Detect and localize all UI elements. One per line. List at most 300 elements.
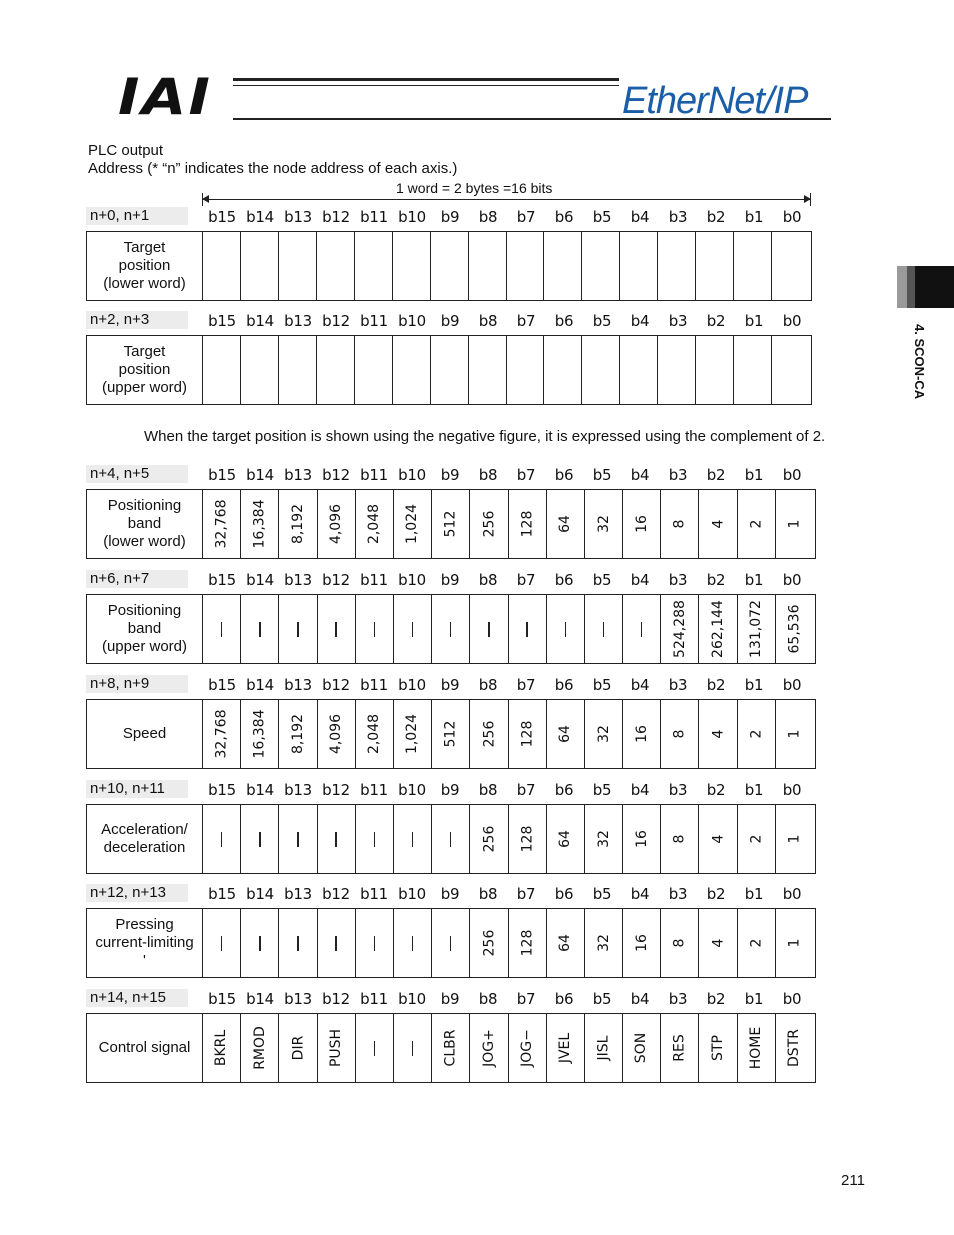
bit-cell bbox=[241, 805, 279, 873]
unused-bit-marker bbox=[259, 832, 261, 847]
bit-header-row bbox=[203, 676, 811, 694]
bit-label: b11 bbox=[360, 312, 388, 330]
register-name bbox=[87, 805, 203, 873]
bit-label: b5 bbox=[592, 312, 612, 330]
bit-label: b10 bbox=[398, 676, 426, 694]
bit-label: b15 bbox=[208, 208, 236, 226]
unused-bit-marker bbox=[603, 622, 605, 637]
bit-cell bbox=[623, 909, 661, 977]
bit-value: JVEL bbox=[557, 1032, 574, 1064]
unused-bit-marker bbox=[335, 622, 337, 637]
bit-cell bbox=[661, 490, 699, 558]
bit-label: b13 bbox=[284, 990, 312, 1008]
bit-label: b10 bbox=[398, 990, 426, 1008]
bit-value: 4 bbox=[710, 519, 727, 529]
bit-cell bbox=[620, 232, 658, 300]
bit-label: b15 bbox=[208, 312, 236, 330]
bit-cell bbox=[623, 700, 661, 768]
bit-label: b0 bbox=[782, 466, 802, 484]
bit-label: b13 bbox=[284, 885, 312, 903]
unused-bit-marker bbox=[259, 622, 261, 637]
bit-label: b13 bbox=[284, 781, 312, 799]
register-name bbox=[87, 595, 203, 663]
bit-label: b13 bbox=[284, 571, 312, 589]
bit-header-row bbox=[203, 312, 811, 330]
bit-cell bbox=[620, 336, 658, 404]
bit-cell bbox=[355, 336, 393, 404]
bit-cell bbox=[696, 336, 734, 404]
address-label: n+14, n+15 bbox=[86, 989, 188, 1007]
register-name-line: deceleration bbox=[103, 839, 186, 856]
bit-cell bbox=[432, 805, 470, 873]
bit-label: b8 bbox=[478, 676, 498, 694]
register-name-line: ' bbox=[143, 952, 146, 969]
unused-bit-marker bbox=[450, 832, 452, 847]
bit-label: b0 bbox=[782, 676, 802, 694]
bit-value: 8 bbox=[671, 519, 688, 529]
bit-value: 1 bbox=[786, 729, 803, 739]
bit-value: 131,072 bbox=[748, 600, 765, 658]
bit-cell bbox=[776, 1014, 813, 1082]
bit-label: b7 bbox=[516, 208, 536, 226]
bit-label: b6 bbox=[554, 466, 574, 484]
bit-cell bbox=[241, 336, 279, 404]
bit-cell bbox=[661, 595, 699, 663]
bit-label: b4 bbox=[630, 466, 650, 484]
bit-value: 32 bbox=[595, 830, 612, 848]
bit-cell bbox=[470, 490, 508, 558]
bit-value: DSTR bbox=[786, 1029, 803, 1067]
unused-bit-marker bbox=[374, 622, 376, 637]
bit-value: 32 bbox=[595, 515, 612, 533]
bit-cell bbox=[772, 336, 809, 404]
bit-cell bbox=[509, 595, 547, 663]
bit-value: 1 bbox=[786, 519, 803, 529]
bit-value: 4 bbox=[710, 938, 727, 948]
bit-cell bbox=[318, 700, 356, 768]
unused-bit-marker bbox=[488, 622, 490, 637]
word-span-arrow bbox=[203, 199, 810, 200]
bit-label: b9 bbox=[440, 676, 460, 694]
bit-cell bbox=[356, 1014, 394, 1082]
bit-cell bbox=[734, 336, 772, 404]
bit-label: b4 bbox=[630, 571, 650, 589]
bit-value: 16 bbox=[633, 830, 650, 848]
word-span-tick bbox=[202, 193, 203, 206]
bit-label: b6 bbox=[554, 885, 574, 903]
bit-label: b6 bbox=[554, 208, 574, 226]
bit-cell bbox=[509, 1014, 547, 1082]
bit-value: 1 bbox=[786, 834, 803, 844]
bit-label: b10 bbox=[398, 466, 426, 484]
bit-value: 2,048 bbox=[366, 713, 383, 755]
bit-cell bbox=[544, 336, 582, 404]
bit-cell bbox=[356, 909, 394, 977]
bit-label: b7 bbox=[516, 312, 536, 330]
bit-cell bbox=[432, 700, 470, 768]
bit-cell bbox=[585, 595, 623, 663]
bit-label: b1 bbox=[744, 571, 764, 589]
bit-label: b10 bbox=[398, 781, 426, 799]
bit-label: b14 bbox=[246, 990, 274, 1008]
unused-bit-marker bbox=[412, 1041, 414, 1056]
register-table bbox=[86, 335, 812, 405]
bit-label: b6 bbox=[554, 676, 574, 694]
bit-cell bbox=[661, 1014, 699, 1082]
register-name-line: (upper word) bbox=[101, 379, 188, 396]
bit-cell bbox=[318, 805, 356, 873]
bit-cell bbox=[203, 595, 241, 663]
bit-label: b8 bbox=[478, 885, 498, 903]
unused-bit-marker bbox=[297, 936, 299, 951]
bit-value: JOG+ bbox=[480, 1029, 497, 1067]
bit-label: b2 bbox=[706, 676, 726, 694]
unused-bit-marker bbox=[412, 832, 414, 847]
register-name bbox=[87, 336, 203, 404]
bit-value: HOME bbox=[748, 1026, 765, 1070]
unused-bit-marker bbox=[297, 622, 299, 637]
bit-value: SON bbox=[633, 1032, 650, 1064]
bit-value: 2 bbox=[748, 938, 765, 948]
unused-bit-marker bbox=[374, 1041, 376, 1056]
unused-bit-marker bbox=[221, 936, 223, 951]
bit-cell bbox=[279, 232, 317, 300]
bit-cell bbox=[509, 700, 547, 768]
bit-header-row bbox=[203, 571, 811, 589]
bit-value: 32,768 bbox=[213, 499, 230, 549]
address-label: n+10, n+11 bbox=[86, 780, 188, 798]
bit-cell bbox=[582, 232, 620, 300]
address-label: n+0, n+1 bbox=[86, 207, 188, 225]
bit-cell bbox=[544, 232, 582, 300]
register-table bbox=[86, 1013, 816, 1083]
bit-value: 4,096 bbox=[328, 713, 345, 755]
register-name-line: Acceleration/ bbox=[101, 821, 188, 838]
register-table bbox=[86, 699, 816, 769]
bit-cell bbox=[469, 232, 507, 300]
chapter-label: 4. SCON-CA bbox=[912, 324, 927, 400]
bit-label: b2 bbox=[706, 571, 726, 589]
bit-cell bbox=[776, 700, 813, 768]
bit-label: b11 bbox=[360, 781, 388, 799]
unused-bit-marker bbox=[221, 832, 223, 847]
bit-value: 4 bbox=[710, 729, 727, 739]
register-name-line: current-limiting bbox=[95, 934, 194, 951]
bit-cell bbox=[699, 700, 737, 768]
bit-cell bbox=[772, 232, 809, 300]
bit-label: b9 bbox=[440, 885, 460, 903]
bit-value: 128 bbox=[519, 929, 536, 957]
bit-value: 8 bbox=[671, 938, 688, 948]
bit-label: b2 bbox=[706, 466, 726, 484]
bit-label: b12 bbox=[322, 312, 350, 330]
bit-label: b10 bbox=[398, 571, 426, 589]
bit-cell bbox=[203, 700, 241, 768]
bit-label: b0 bbox=[782, 571, 802, 589]
bit-cell bbox=[696, 232, 734, 300]
bit-value: 256 bbox=[480, 929, 497, 957]
bit-label: b2 bbox=[706, 885, 726, 903]
bit-cell bbox=[509, 805, 547, 873]
bit-cell bbox=[203, 336, 241, 404]
bit-value: 128 bbox=[519, 510, 536, 538]
plc-output-heading: PLC output bbox=[88, 142, 164, 159]
register-name-line: (lower word) bbox=[103, 275, 186, 292]
bit-value: 8 bbox=[671, 729, 688, 739]
bit-label: b15 bbox=[208, 571, 236, 589]
bit-value: 2 bbox=[748, 729, 765, 739]
bit-label: b1 bbox=[744, 466, 764, 484]
bit-label: b12 bbox=[322, 466, 350, 484]
bit-label: b0 bbox=[782, 208, 802, 226]
bit-label: b5 bbox=[592, 885, 612, 903]
bit-cell bbox=[432, 909, 470, 977]
register-name-line: Pressing bbox=[115, 916, 174, 933]
bit-label: b11 bbox=[360, 676, 388, 694]
bit-label: b3 bbox=[668, 781, 688, 799]
bit-value: 64 bbox=[557, 830, 574, 848]
bit-value: 128 bbox=[519, 720, 536, 748]
bit-label: b10 bbox=[398, 885, 426, 903]
bit-cell bbox=[203, 1014, 241, 1082]
bit-cell bbox=[394, 490, 432, 558]
address-label: n+12, n+13 bbox=[86, 884, 188, 902]
bit-cell bbox=[547, 909, 585, 977]
bit-label: b5 bbox=[592, 208, 612, 226]
bit-label: b1 bbox=[744, 990, 764, 1008]
bit-value: JOG− bbox=[519, 1029, 536, 1067]
address-label: n+6, n+7 bbox=[86, 570, 188, 588]
bit-label: b11 bbox=[360, 571, 388, 589]
bit-label: b3 bbox=[668, 208, 688, 226]
register-name-line: Speed bbox=[122, 725, 167, 742]
bit-label: b14 bbox=[246, 312, 274, 330]
bit-value: 128 bbox=[519, 825, 536, 853]
bit-label: b3 bbox=[668, 466, 688, 484]
bit-cell bbox=[279, 1014, 317, 1082]
bit-label: b11 bbox=[360, 208, 388, 226]
bit-label: b7 bbox=[516, 885, 536, 903]
bit-cell bbox=[738, 805, 776, 873]
bit-cell bbox=[241, 595, 279, 663]
bit-value: 16 bbox=[633, 515, 650, 533]
bit-value: 8,192 bbox=[289, 713, 306, 755]
address-label: n+2, n+3 bbox=[86, 311, 188, 329]
register-name-line: band bbox=[127, 620, 162, 637]
bit-label: b11 bbox=[360, 466, 388, 484]
bit-cell bbox=[547, 805, 585, 873]
bit-label: b5 bbox=[592, 781, 612, 799]
bit-label: b9 bbox=[440, 466, 460, 484]
complement-note: When the target position is shown using the negative figure, it is expressed using the complement of 2. bbox=[144, 428, 826, 445]
bit-value: 64 bbox=[557, 934, 574, 952]
bit-label: b0 bbox=[782, 312, 802, 330]
bit-cell bbox=[203, 909, 241, 977]
bit-cell bbox=[470, 700, 508, 768]
bit-cell bbox=[661, 805, 699, 873]
bit-label: b3 bbox=[668, 676, 688, 694]
iai-logo: IAI bbox=[118, 68, 213, 126]
register-name-line: Control signal bbox=[98, 1039, 191, 1056]
bit-value: 1,024 bbox=[404, 713, 421, 755]
bit-value: 8,192 bbox=[289, 503, 306, 545]
bit-cell bbox=[279, 490, 317, 558]
address-note: Address (* “n” indicates the node address of each axis.) bbox=[88, 160, 458, 177]
bit-value: 262,144 bbox=[710, 600, 727, 658]
register-name-line: (upper word) bbox=[101, 638, 188, 655]
bit-label: b7 bbox=[516, 466, 536, 484]
bit-label: b14 bbox=[246, 571, 274, 589]
bit-label: b4 bbox=[630, 781, 650, 799]
bit-label: b4 bbox=[630, 885, 650, 903]
bit-header-row bbox=[203, 990, 811, 1008]
register-name bbox=[87, 1014, 203, 1082]
bit-cell bbox=[279, 909, 317, 977]
bit-cell bbox=[585, 700, 623, 768]
bit-label: b9 bbox=[440, 312, 460, 330]
bit-value: 16,384 bbox=[251, 499, 268, 549]
bit-label: b15 bbox=[208, 990, 236, 1008]
bit-cell bbox=[241, 1014, 279, 1082]
bit-label: b9 bbox=[440, 990, 460, 1008]
bit-cell bbox=[318, 595, 356, 663]
register-name-line: Positioning bbox=[107, 497, 182, 514]
bit-cell bbox=[623, 595, 661, 663]
bit-value: 256 bbox=[480, 720, 497, 748]
bit-cell bbox=[585, 1014, 623, 1082]
bit-cell bbox=[661, 909, 699, 977]
bit-cell bbox=[776, 490, 813, 558]
bit-label: b3 bbox=[668, 312, 688, 330]
bit-label: b13 bbox=[284, 208, 312, 226]
bit-value: 32 bbox=[595, 934, 612, 952]
bit-label: b3 bbox=[668, 571, 688, 589]
register-name-line: band bbox=[127, 515, 162, 532]
unused-bit-marker bbox=[641, 622, 643, 637]
bit-label: b1 bbox=[744, 312, 764, 330]
bit-label: b7 bbox=[516, 781, 536, 799]
bit-value: BKRL bbox=[213, 1029, 230, 1067]
unused-bit-marker bbox=[450, 936, 452, 951]
bit-label: b13 bbox=[284, 466, 312, 484]
bit-cell bbox=[469, 336, 507, 404]
bit-cell bbox=[470, 1014, 508, 1082]
bit-cell bbox=[394, 595, 432, 663]
bit-label: b14 bbox=[246, 676, 274, 694]
bit-value: STP bbox=[710, 1035, 727, 1061]
bit-cell bbox=[738, 490, 776, 558]
bit-value: 256 bbox=[480, 510, 497, 538]
address-label: n+4, n+5 bbox=[86, 465, 188, 483]
bit-label: b8 bbox=[478, 466, 498, 484]
bit-cell bbox=[431, 232, 469, 300]
bit-cell bbox=[241, 490, 279, 558]
bit-cell bbox=[738, 700, 776, 768]
bit-cell bbox=[699, 490, 737, 558]
bit-cell bbox=[356, 805, 394, 873]
bit-header-row bbox=[203, 208, 811, 226]
bit-cell bbox=[699, 1014, 737, 1082]
bit-value: 1 bbox=[786, 938, 803, 948]
bit-label: b6 bbox=[554, 781, 574, 799]
bit-label: b10 bbox=[398, 312, 426, 330]
bit-cell bbox=[547, 700, 585, 768]
bit-cell bbox=[318, 1014, 356, 1082]
bit-cell bbox=[470, 595, 508, 663]
unused-bit-marker bbox=[374, 936, 376, 951]
bit-label: b9 bbox=[440, 781, 460, 799]
register-name bbox=[87, 232, 203, 300]
bit-label: b1 bbox=[744, 676, 764, 694]
bit-label: b3 bbox=[668, 990, 688, 1008]
bit-label: b14 bbox=[246, 208, 274, 226]
bit-cell bbox=[507, 336, 545, 404]
bit-label: b7 bbox=[516, 571, 536, 589]
bit-value: 8 bbox=[671, 834, 688, 844]
bit-cell bbox=[318, 490, 356, 558]
unused-bit-marker bbox=[221, 622, 223, 637]
bit-cell bbox=[394, 805, 432, 873]
bit-value: 64 bbox=[557, 725, 574, 743]
bit-label: b6 bbox=[554, 990, 574, 1008]
header-rule bbox=[233, 78, 619, 81]
header-rule bbox=[233, 85, 619, 86]
bit-label: b2 bbox=[706, 781, 726, 799]
bit-value: 16,384 bbox=[251, 709, 268, 759]
bit-label: b6 bbox=[554, 571, 574, 589]
bit-label: b3 bbox=[668, 885, 688, 903]
page-number: 211 bbox=[841, 1172, 865, 1189]
word-span-tick bbox=[810, 193, 811, 206]
register-name bbox=[87, 909, 203, 977]
bit-cell bbox=[738, 595, 776, 663]
bit-cell bbox=[699, 805, 737, 873]
bit-label: b6 bbox=[554, 312, 574, 330]
bit-cell bbox=[241, 700, 279, 768]
unused-bit-marker bbox=[335, 936, 337, 951]
bit-label: b14 bbox=[246, 466, 274, 484]
bit-cell bbox=[623, 805, 661, 873]
register-name-line: position bbox=[118, 361, 171, 378]
bit-label: b12 bbox=[322, 885, 350, 903]
bit-cell bbox=[393, 232, 431, 300]
register-name-line: position bbox=[118, 257, 171, 274]
bit-cell bbox=[355, 232, 393, 300]
bit-label: b12 bbox=[322, 781, 350, 799]
bit-label: b0 bbox=[782, 781, 802, 799]
bit-label: b12 bbox=[322, 676, 350, 694]
bit-cell bbox=[776, 805, 813, 873]
bit-label: b2 bbox=[706, 312, 726, 330]
register-name-line: Positioning bbox=[107, 602, 182, 619]
bit-label: b4 bbox=[630, 208, 650, 226]
bit-cell bbox=[432, 490, 470, 558]
bit-label: b15 bbox=[208, 676, 236, 694]
bit-label: b9 bbox=[440, 208, 460, 226]
bit-cell bbox=[356, 595, 394, 663]
word-size-label: 1 word = 2 bytes =16 bits bbox=[396, 180, 553, 196]
bit-value: JISL bbox=[595, 1035, 612, 1061]
bit-value: 2 bbox=[748, 834, 765, 844]
bit-cell bbox=[470, 909, 508, 977]
bit-value: 64 bbox=[557, 515, 574, 533]
bit-label: b8 bbox=[478, 312, 498, 330]
bit-value: 524,288 bbox=[671, 600, 688, 658]
bit-value: PUSH bbox=[328, 1028, 345, 1068]
bit-label: b9 bbox=[440, 571, 460, 589]
bit-cell bbox=[585, 909, 623, 977]
bit-label: b2 bbox=[706, 208, 726, 226]
